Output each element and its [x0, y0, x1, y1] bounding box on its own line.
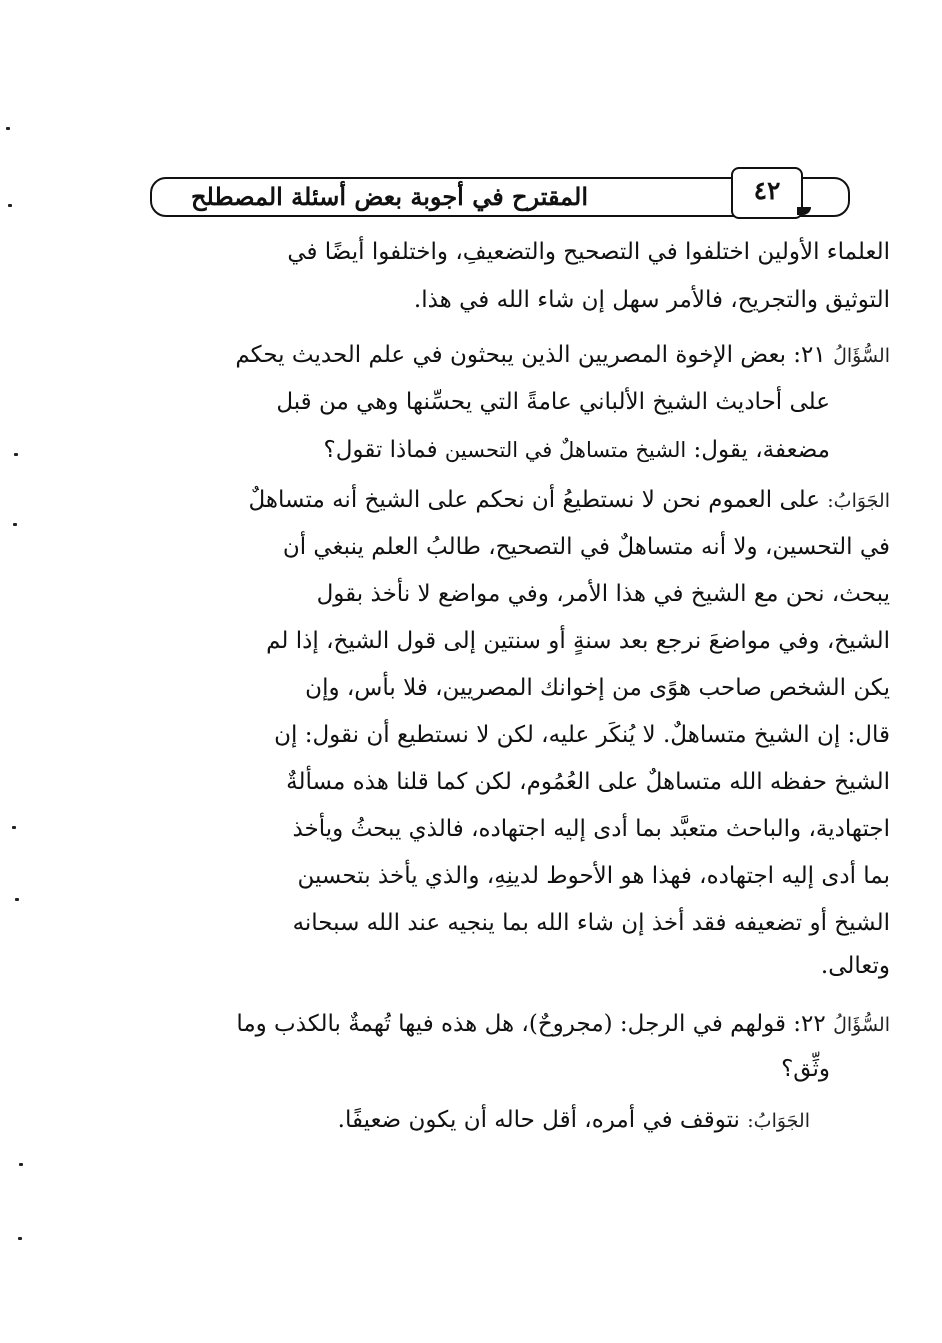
quoted-claim: الشيخ متساهلٌ في التحسين	[444, 438, 687, 462]
answer-21-line: وتعالى.	[820, 953, 890, 979]
answer-21-line: يبحث، نحن مع الشيخ في هذا الأمر، وفي مواضع لا نأخذ بقول	[316, 581, 890, 607]
scan-speck	[15, 898, 19, 901]
answer-21-line: يكن الشخص صاحب هوًى من إخوانك المصريين، فلا بأس، وإن	[305, 675, 890, 701]
question-21-line: على أحاديث الشيخ الألباني عامةً التي يحسِّنها وهي من قبل	[276, 389, 830, 415]
scan-speck	[19, 1163, 23, 1166]
scan-speck	[13, 523, 17, 526]
scan-speck	[12, 826, 16, 829]
answer-text: نتوقف في أمره، أقل حاله أن يكون ضعيفًا.	[337, 1107, 740, 1133]
answer-21-line: الشيخ حفظه الله متساهلٌ على العُمُوم، لكن كما قلنا هذه مسألةٌ	[286, 769, 890, 795]
answer-label: الجَوَابُ:	[747, 1110, 810, 1132]
question-text: قولهم في الرجل: (مجروحٌ)، هل هذه فيها تُهمةٌ بالكذب وما	[236, 1011, 786, 1037]
page-number: ٤٢	[731, 167, 803, 219]
question-text: بعض الإخوة المصريين الذين يبحثون في علم الحديث يحكم	[235, 342, 786, 368]
scan-speck	[18, 1237, 22, 1240]
running-header-title: المقترح في أجوبة بعض أسئلة المصطلح	[191, 182, 588, 211]
answer-21-line: الشيخ، وفي مواضعَ نرجع بعد سنةٍ أو سنتين إلى قول الشيخ، إذا لم	[266, 628, 890, 654]
answer-21-line: اجتهادية، والباحث متعبَّد بما أدى إليه اجتهاده، فالذي يبحثُ ويأخذ	[292, 816, 890, 842]
answer-22-line	[338, 1100, 810, 1140]
question-21-line	[324, 430, 890, 470]
question-22-line: وثِّق؟	[781, 1056, 830, 1082]
answer-21-line: بما أدى إليه اجتهاده، فهذا هو الأحوط لدينِهِ، والذي يأخذ بتحسين	[297, 863, 890, 889]
intro-line: التوثيق والتجريح، فالأمر سهل إن شاء الله في هذا.	[413, 287, 890, 313]
answer-21-line: قال: إن الشيخ متساهلٌ. لا يُنكَر عليه، لكن لا نستطيع أن نقول: إن	[274, 722, 890, 748]
answer-text: على العموم نحن لا نستطيعُ أن نحكم على الشيخ أنه متساهلٌ	[248, 487, 820, 513]
question-number: ٢١:	[793, 342, 826, 368]
answer-21-line: في التحسين، ولا أنه متساهلٌ في التصحيح، طالبُ العلم ينبغي أن	[282, 534, 890, 560]
question-number: ٢٢:	[793, 1011, 826, 1037]
scan-speck	[6, 127, 10, 130]
question-text: مضعفة، يقول:	[693, 437, 830, 463]
question-21-line	[235, 335, 890, 375]
question-22-line	[236, 1004, 890, 1044]
question-label: السُّؤَالُ	[833, 345, 890, 367]
intro-line: العلماء الأولين اختلفوا في التصحيح والتضعيفِ، واختلفوا أيضًا في	[287, 239, 890, 265]
answer-label: الجَوَابُ:	[827, 490, 890, 512]
scan-speck	[8, 204, 12, 207]
answer-21-line: الشيخ أو تضعيفه فقد أخذ إن شاء الله بما ينجيه عند الله سبحانه	[292, 910, 890, 936]
scan-speck	[14, 453, 18, 456]
question-label: السُّؤَالُ	[833, 1014, 890, 1036]
answer-21-line	[248, 480, 890, 520]
question-text: فماذا تقول؟	[323, 437, 438, 463]
